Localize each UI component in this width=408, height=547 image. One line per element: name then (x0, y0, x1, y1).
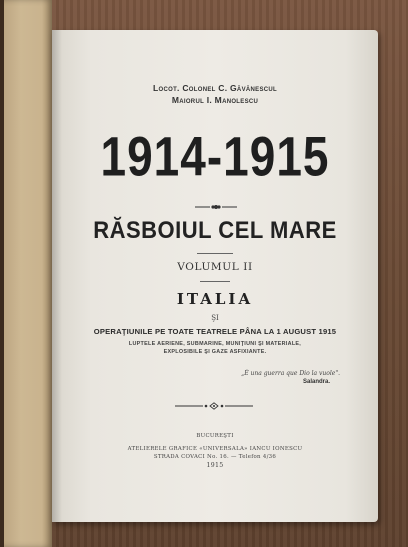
author-line-2: Maiorul I. Manolescu (171, 95, 259, 105)
years-heading: 1914-1915 (100, 125, 330, 188)
title-page (52, 30, 378, 522)
imprint-address: STRADA COVACI No. 16. — Telefon 4/36 (153, 454, 277, 460)
imprint-year: 1915 (206, 462, 224, 469)
book-spine (0, 0, 4, 547)
author-line-1: Locot. Colonel C. Găvănescul (153, 83, 277, 93)
operations-line: OPERAŢIUNILE PE TOATE TEATRELE PÂNA LA 1 AUGUST 1915 (93, 327, 337, 336)
subtopics-line-1: LUPTELE AERIENE, SUBMARINE, MUNIŢIUNI ŞI MATERIALE, (128, 341, 302, 347)
epigraph-quote: „È una guerra que Dio la vuole". (241, 370, 340, 377)
country-title: ITALIA (176, 290, 254, 308)
epigraph-author: Salandra. (302, 379, 330, 385)
volume-rule (200, 281, 230, 282)
imprint-publisher: ATELIERELE GRAFICE «UNIVERSALA» IANCU IONESCU (127, 446, 303, 452)
book-cover-edge (0, 0, 52, 547)
title-rule (197, 253, 233, 254)
fleuron-divider-icon (175, 402, 253, 410)
volume-label: VOLUMUL II (177, 261, 253, 273)
subtopics-line-2: EXPLOSIBILE ŞI GAZE ASFIXIANTE. (163, 349, 267, 355)
ornament-divider-icon (195, 203, 237, 211)
conjunction-text: ŞI (211, 314, 219, 322)
imprint-city: BUCUREŞTI (196, 433, 234, 439)
main-title: RĂSBOIUL CEL MARE (93, 216, 337, 244)
